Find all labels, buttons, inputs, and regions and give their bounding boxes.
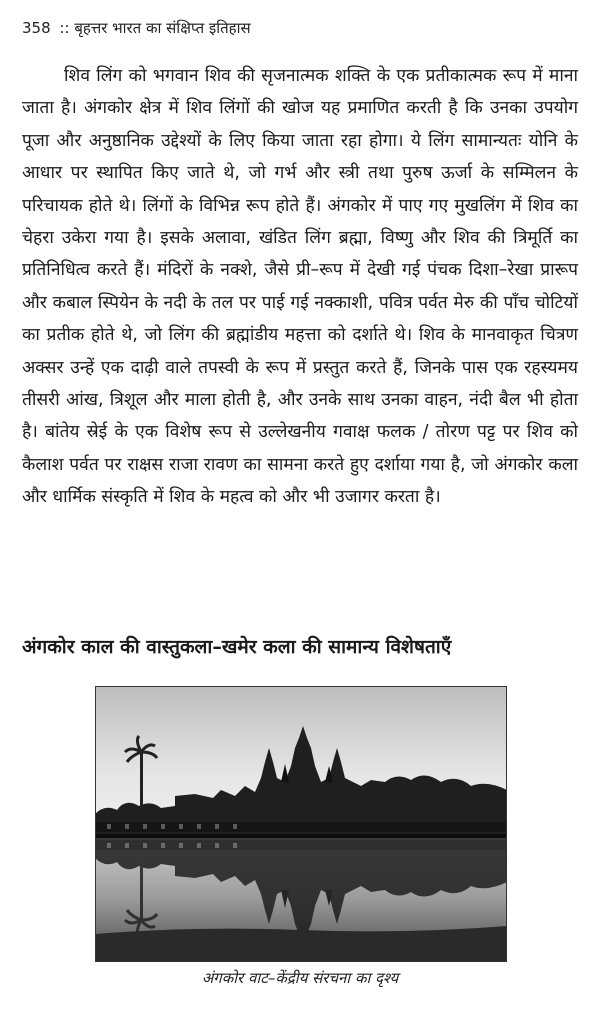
figure-caption: अंगकोर वाट–केंद्रीय संरचना का दृश्य xyxy=(201,969,399,987)
body-paragraph: शिव लिंग को भगवान शिव की सृजनात्मक शक्ति के एक प्रतीकात्मक रूप में माना जाता है। अंगकोर क्षेत्र में शिव लिंगों की खोज यह प्रमाणित करती है कि उनका उपयोग पूजा और अनुष्ठानिक उद्देश्यों के लिए किया जाता रहा होगा। ये लिंग सामान्यतः योनि के आधार पर स्थापित किए जाते थे, जो गर्भ और स्त्री तथा पुरुष ऊर्जा के सम्मिलन के परिचायक होते थे। लिंगों के विभिन्न रूप होते हैं। अंगकोर में पाए गए मुखलिंग में शिव का चेहरा उकेरा गया है। इसके अलावा, खंडित लिंग ब्रह्मा, विष्णु और शिव की त्रिमूर्ति का प्रतिनिधित्व करते हैं। मंदिरों के नक्शे, जैसे प्री–रूप में देखी गई पंचक दिशा–रेखा प्रारूप और कबाल स्पियेन के नदी के तल पर पाई गई नक्काशी, पवित्र पर्वत मेरु की पाँच चोटियों का प्रतीक होते थे, जो लिंग की ब्रह्मांडीय महत्ता को दर्शाते थे। शिव के मानवाकृत चित्रण अक्सर उन्हें एक दाढ़ी वाले तपस्वी के रूप में प्रस्तुत करते हैं, जिनके पास एक रहस्यमय तीसरी आंख, त्रिशूल और माला होती है, और उनके साथ उनका वाहन, नंदी बैल भी होता है। बांतेय स्रेई के एक विशेष रूप से उल्लेखनीय गवाक्ष फलक / तोरण पट्ट पर शिव को कैलाश पर्वत पर राक्षस राजा रावण का सामना करते हुए दर्शाया गया है, जो अंगकोर कला और धार्मिक संस्कृति में शिव के महत्व को और भी उजागर करता है। xyxy=(22,66,578,508)
page-number: 358 xyxy=(22,19,51,37)
angkor-wat-photo xyxy=(95,686,507,962)
running-header xyxy=(22,18,251,38)
book-title: बृहत्तर भारत का संक्षिप्त इतिहास xyxy=(74,19,251,37)
section-heading: अंगकोर काल की वास्तुकला–खमेर कला की सामान्य विशेषताएँ xyxy=(22,636,452,658)
header-separator: :: xyxy=(59,19,70,37)
